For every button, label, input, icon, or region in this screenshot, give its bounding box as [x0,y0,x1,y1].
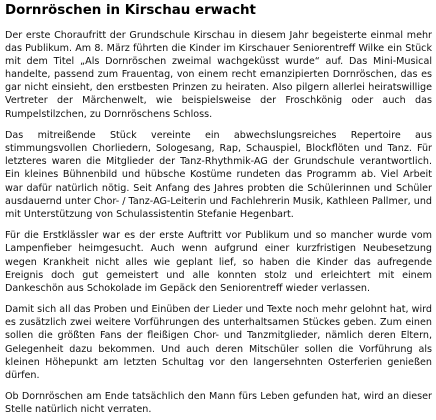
article-paragraph-4: Damit sich all das Proben und Einüben der Lieder und Texte noch mehr gelohnt hat, wird es zusätzlich zwei weitere Vorführungen des unterhaltsamen Stückes geben. Zum einen sollen die größten Fans der fleißigen Chor- und Tanzmitglieder, nämlich deren Eltern, Gelegenheit dazu bekommen. Und auch deren Mitschüler sollen die Vorführung als kleinen Höhepunkt am letzten Schultag vor den langersehnten Osterferien genießen dürfen. [5,304,432,381]
article-paragraph-5: Ob Dornröschen am Ende tatsächlich den Mann fürs Leben gefunden hat, wird an dieser Stelle natürlich nicht verraten. [5,391,432,416]
article-title: Dornröschen in Kirschau erwacht [5,3,256,18]
article-paragraph-2: Das mitreißende Stück vereinte ein abwechslungsreiches Repertoire aus stimmungsvollen Chorliedern, Sologesang, Rap, Schauspiel, Blockflöten und Tanz. Für letzteres waren die Mitglieder der Tanz-Rhythmik-AG der Grundschule verantwortlich. Ein kleines Bühnenbild und hübsche Kostüme rundeten das Programm ab. Viel Arbeit war dafür natürlich nötig. Seit Anfang des Jahres probten die Schülerinnen und Schüler ausdauernd unter Chor- / Tanz-AG-Leiterin und Fachlehrerin Musik, Kathleen Pallmer, und mit Unterstützung von Schulassistentin Stefanie Hegenbart. [5,130,432,220]
article-paragraph-1: Der erste Choraufritt der Grundschule Kirschau in diesem Jahr begeisterte einmal mehr das Publikum. Am 8. März führten die Kinder im Kirschauer Seniorentreff Wilke ein Stück mit dem Titel „Als Dornröschen zweimal wachgeküsst wurde“ auf. Das Mini-Musical handelte, passend zum Frauentag, von einem recht emanzipierten Dornröschen, das es gar nicht einsieht, den erstbesten Prinzen zu heiraten. Also pilgern allerlei heiratswillige Vertreter der Märchenwelt, wie beispielsweise der Froschkönig oder auch das Rumpelstilzchen, zu Dornröschens Schloss. [5,30,432,120]
article-paragraph-3: Für die Erstklässler war es der erste Auftritt vor Publikum und so mancher wurde vom Lampenfieber heimgesucht. Auch wenn aufgrund einer kurzfristigen Neubesetzung wegen Krankheit nicht alles wie geplant lief, so haben die Kinder das aufregende Ereignis doch gut gemeistert und alle konnten stolz und erleichtert mit einem Dankeschön aus Schokolade im Gepäck den Seniorentreff wieder verlassen. [5,230,432,294]
